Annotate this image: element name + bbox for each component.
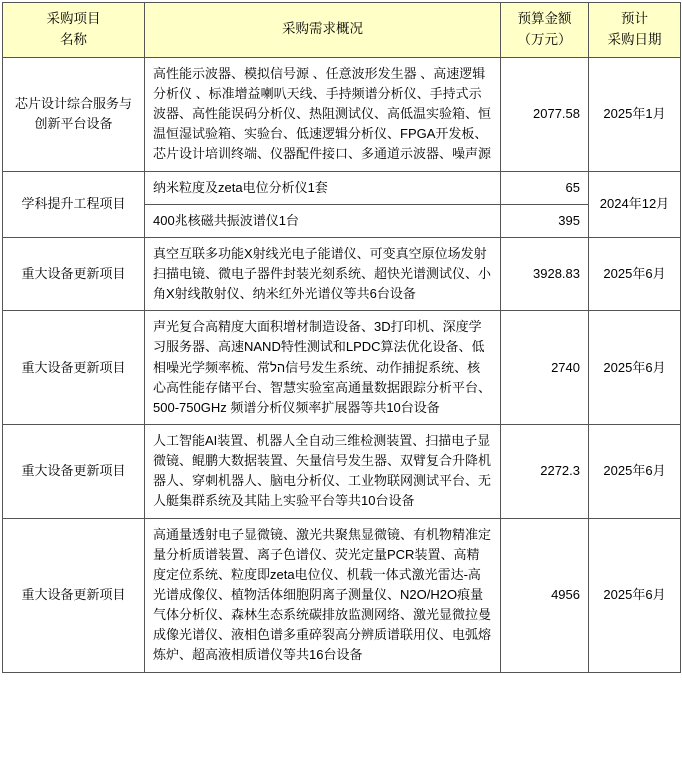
cell-requirement-detail: 高通量透射电子显微镜、激光共聚焦显微镜、有机物精准定量分析质谱装置、离子色谱仪、荧光定量PCR装置、高精度定位系统、粒度即zeta电位仪、机载一体式激光雷达-高光谱成像仪、植物活体细胞阴离子测量仪、N2O/H2O痕量气体分析仪、森林生态系统碳排放监测网络、激光显微拉曼成像光谱仪、液相色谱多重碎裂高分辨质谱联用仪、电弧熔炼炉、超高液相质谱仪等共16台设备 <box>145 518 501 672</box>
cell-project-name: 重大设备更新项目 <box>3 311 145 425</box>
table-row <box>3 311 681 425</box>
header-budget-line-2: （万元） <box>517 31 572 47</box>
cell-requirement-detail: 人工智能AI装置、机器人全自动三维检测装置、扫描电子显微镜、鲲鹏大数据装置、矢量信号发生器、双臂复合升降机器人、穿刺机器人、脑电分析仪、工业物联网测试平台、无人艇集群系统及其陆上实验平台等共10台设备 <box>145 424 501 518</box>
cell-requirement-detail: 声光复合高精度大面积增材制造设备、3D打印机、深度学习服务器、高速NAND特性测试和LPDC算法优化设备、低相噪光学频率梳、常הל信号发生系统、动作捕捉系统、核心高性能存储平台、智慧实验室高通量数据跟踪分析平台、500-750GHz 频谱分析仪频率扩展器等共10台设备 <box>145 311 501 425</box>
header-date-line-1: 预计 <box>621 11 648 26</box>
header-cell-date <box>589 3 681 58</box>
cell-expected-date: 2024年12月 <box>589 171 681 237</box>
cell-expected-date: 2025年6月 <box>589 311 681 425</box>
cell-expected-date: 2025年6月 <box>589 518 681 672</box>
table-body <box>3 57 681 672</box>
cell-project-name: 学科提升工程项目 <box>3 171 145 237</box>
cell-budget-amount: 395 <box>501 204 589 237</box>
header-cell-detail <box>145 3 501 58</box>
header-name-line-2: 名称 <box>60 31 87 47</box>
table-row <box>3 237 681 310</box>
cell-expected-date: 2025年1月 <box>589 57 681 171</box>
cell-requirement-detail: 真空互联多功能X射线光电子能谱仪、可变真空原位场发射扫描电镜、微电子器件封装光刻系统、超快光谱测试仪、小角X射线散射仪、纳米红外光谱仪等共6台设备 <box>145 237 501 310</box>
procurement-table <box>2 2 681 673</box>
cell-budget-amount: 2077.58 <box>501 57 589 171</box>
cell-expected-date: 2025年6月 <box>589 237 681 310</box>
cell-expected-date: 2025年6月 <box>589 424 681 518</box>
cell-project-name: 重大设备更新项目 <box>3 237 145 310</box>
header-budget-line-1: 预算金额 <box>517 11 572 26</box>
cell-budget-amount: 3928.83 <box>501 237 589 310</box>
cell-project-name: 芯片设计综合服务与创新平台设备 <box>3 57 145 171</box>
table-row <box>3 171 681 204</box>
table-header <box>3 3 681 58</box>
cell-budget-amount: 2740 <box>501 311 589 425</box>
header-name-line-1: 采购项目 <box>46 11 101 26</box>
header-detail-line-1: 采购需求概况 <box>282 21 363 37</box>
header-row <box>3 3 681 58</box>
table-row <box>3 424 681 518</box>
cell-project-name: 重大设备更新项目 <box>3 424 145 518</box>
header-cell-name <box>3 3 145 58</box>
cell-budget-amount: 2272.3 <box>501 424 589 518</box>
cell-budget-amount: 4956 <box>501 518 589 672</box>
cell-requirement-detail: 400兆核磁共振波谱仪1台 <box>145 204 501 237</box>
table-row <box>3 57 681 171</box>
cell-budget-amount: 65 <box>501 171 589 204</box>
table-row <box>3 518 681 672</box>
header-cell-budget <box>501 3 589 58</box>
header-date-line-2: 采购日期 <box>607 31 662 47</box>
cell-requirement-detail: 高性能示波器、模拟信号源 、任意波形发生器 、高速逻辑分析仪 、标准增益喇叭天线、手持频谱分析仪、手持式示波器、高性能误码分析仪、热阻测试仪、高低温实验箱、恒温恒湿试验箱、实验台、低速逻辑分析仪、FPGA开发板、芯片设计培训终端、仪器配件接口、多通道示波器、噪声源 <box>145 57 501 171</box>
cell-requirement-detail: 纳米粒度及zeta电位分析仪1套 <box>145 171 501 204</box>
cell-project-name: 重大设备更新项目 <box>3 518 145 672</box>
